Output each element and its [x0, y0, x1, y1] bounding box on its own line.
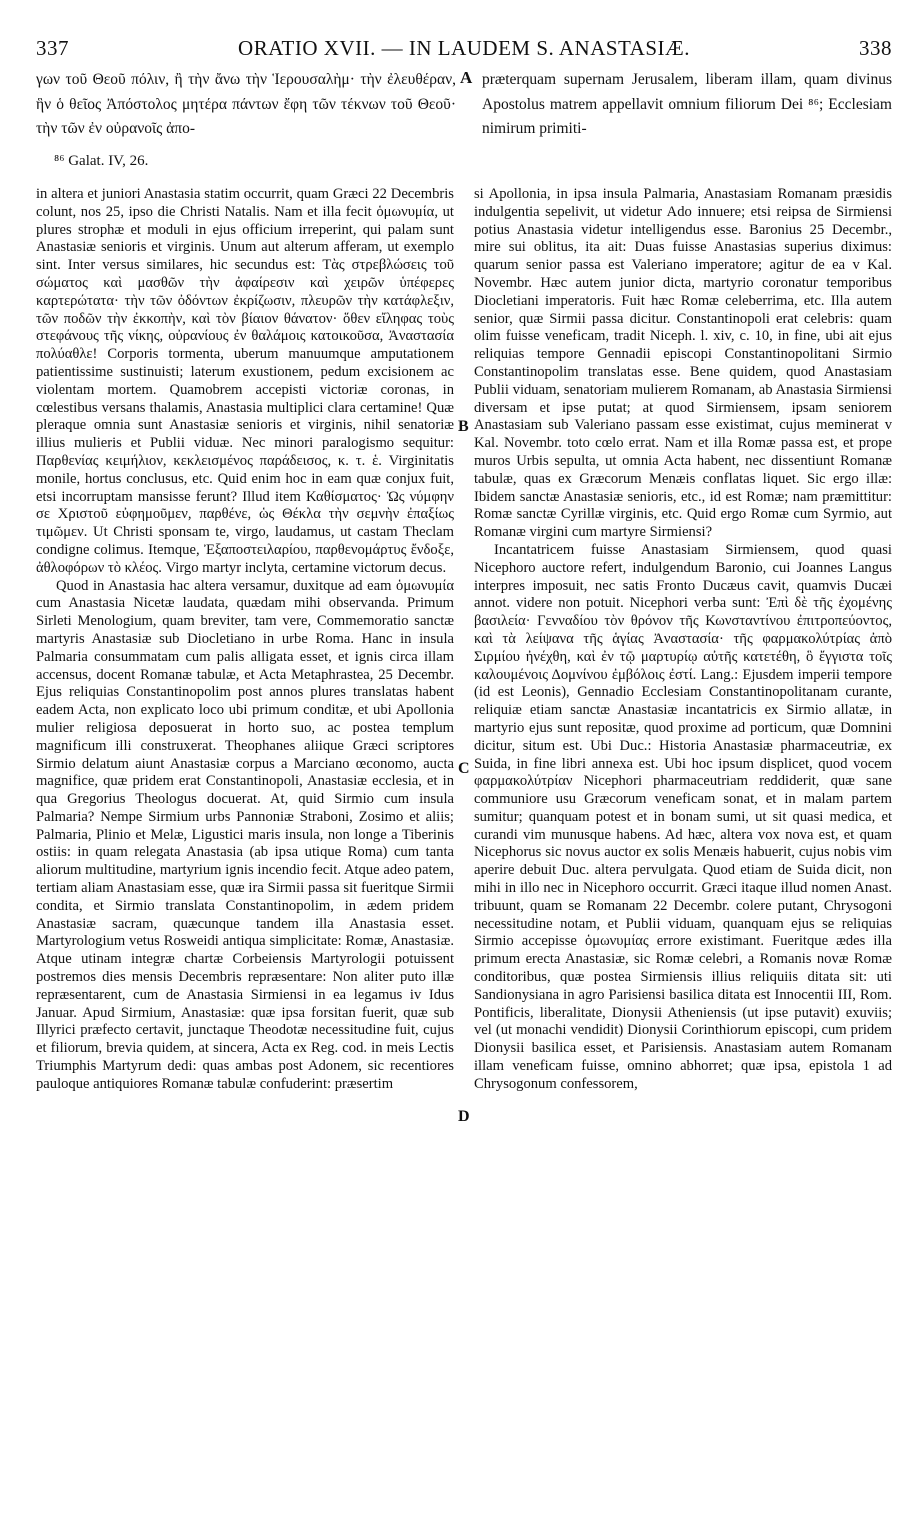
- commentary-left-column: [36, 186, 454, 1508]
- running-title: ORATIO XVII. — IN LAUDEM S. ANASTASIÆ.: [238, 36, 690, 60]
- page-number-left: 337: [36, 36, 69, 60]
- section-marker-b: B: [458, 418, 469, 435]
- section-marker-d: D: [458, 1108, 470, 1125]
- running-header: [36, 36, 892, 64]
- paragraph: Incantatricem fuisse Anastasiam Sirmiensem, quod quasi Nicephoro auctore refert, indulgendum Baronio, cui Joannes Langus interpres imposuit, nec satis Fronto Ducæus cavit, quamvis Ducæi annot. videre non potuit. Nicephori verba sunt: Ἐπὶ δὲ τῆς ἐχομένης βασιλεία· Γενναδίου τὸν θρόνον τῆς Κωνσταντίνου ἐπιτροπεύοντος, καὶ τὰ λείψανα τῆς ἁγίας Ἀναστασία· τῆς φαρμακολύτρίας ἀπὸ Σιρμίου ἠνέχθη, καὶ ἐν τῷ μαρτυρίῳ αὐτῆς κατετέθη, ὃ ἔγγιστα τοῖς καλουμένοις Δομνίνου ἐμβόλοις ἐστί. Lang.: Ejusdem imperii tempore (id est Leonis), Gennadio Ecclesiam Constantinopolitanam curante, reliquiæ etiam sanctæ Anastasiæ incantatricis ex Sirmio allatæ, in martyrio ejus sunt repositæ, quod proxime ad porticum, quæ Domnini dicitur, situm est. Ubi Duc.: Historia Anastasiæ pharmaceutriæ, ex Suida, in fine libri annexa est. Ubi hoc ipsum displicet, quod vocem φαρμακολύτρίαν Nicephori pharmaceutriam reddiderit, quæ sane communiore usu Græcorum veneficam sonat, et in malam partem sumitur; quanquam potest et in bonam sumi, ut sit quasi medica, et curandi vim munusque habens. Ad hæc, altera vox nova est, et quam Nicephorus sic novus auctor ex solis Menæis habuerit, cujus nobis vim aperire debuit Duc. altera pervulgata. Quod etiam de Suida dicit, non mihi in illo nec in Nicephoro occurrit. Græci itaque illud nomen Anast. tribuunt, quam se Romanam 22 Decembr. colere putant, Chrysogoni necessitudine notam, et Publii viduam, quanquam ejus se reliquias Sirmio accepisse ὁμωνυμίας errore existimant. Fueritque ædes illa primum erecta Anastasiæ, sic Romæ celebri, a Romanis novæ Romæ conditoribus, quæ postea Sirmiensis illius reliquiis ditata sit: uti Sandionysiana in agro Parisiensi basilica ditata est Innocentii III, Rom. Pontificis, liberalitate, Dionysii Atheniensis (ut ipse putavit) exuviis; vel (ut monachi vendidit) Dionysii Corinthiorum episcopi, cum pridem Dionysii basilica esset, et Parisiensis. Anastasiam autem Romanam illam veneficam fuisse, omnino abhorret; quæ ipsa, epistola 1 ad Chrysogonum confessorem,: [474, 541, 892, 1092]
- section-marker-c: C: [458, 760, 470, 777]
- paragraph: in altera et juniori Anastasia statim occurrit, quam Græci 22 Decembris colunt, nos 25, ipso die Christi Natalis. Nam et illa fecit ὁμωνυμία, ut plures strophæ et moduli in ejus officium irreperint, qui palam sunt Anastasiæ senioris et virginis. Unum aut alterum afferam, ut exemplo sint. Inter versus similares, hic secundus est: Τὰς στρεβλώσεις τοῦ σώματος καὶ μασθῶν τὴν ἀφαίρεσιν καὶ χειρῶν ὑπέφερες καρτερώτατα· τὴν τῶν ὀδόντων ἐκρίζωσιν, πλευρῶν τὴν κατάφλεξιν, τῶν ποδῶν τὴν ἐκκοπὴν, καὶ τὸν βίαιον θάνατον· ὅθεν εἴληφας τοὺς στεφάνους τῆς νίκης, οὐρανίους ἐν θαλάμοις κατοικοῦσα, Ἀναστασία πολύαθλε! Corporis tormenta, uberum manuumque amputationem patientissime sustinuisti; laterum exustionem, pedum excisionem ac violentam mortem. Quamobrem accepisti victoriæ coronas, in cœlestibus versans thalamis, Anastasia multiplici clara certamine! Quæ pleraque omnia sunt Anastasiæ senioris et virginis, nihil senatoriæ illius mulieris et Publii viduæ. Nec minori paralogismo sequitur: Παρθενίας κειμήλιον, κεκλεισμένος παράδεισος, κ. τ. ἑ. Virginitatis monile, hortus conclusus, etc. Quid enim hoc in eam quæ conjux fuit, etsi incorruptam mansisse ferunt? Illud item Καθίσματος· Ὡς νύμφην σε Χριστοῦ εὐφημοῦμεν, παρθένε, ὡς Θέκλα τὴν σεμνὴν ἐπαξίως τιμῶμεν. Ut Christi sponsam te, virgo, laudamus, ut castam Theclam condigne colimus. Itemque, Ἐξαποστειλαρίου, παρθενομάρτυς ἔνδοξε, ἀθλοφόρων τὸ κλέος. Virgo martyr inclyta, certamine victorum decus.: [36, 186, 454, 576]
- commentary-right-column: [474, 186, 892, 1508]
- page-number-right: 338: [859, 36, 892, 60]
- paragraph: Quod in Anastasia hac altera versamur, duxitque ad eam ὁμωνυμία cum Anastasia Nicetæ laudata, quædam mihi observanda. Primum Sirleti Menologium, quam breviter, tam vere, Commemoratio sanctæ martyris Anastasiæ sub Diocletiano in urbe Roma. Hanc in insula Palmaria consummatam cum palis alligata esset, et ignis circa illam accensus, docent Romanæ tabulæ, et Acta Metaphrastea, 25 Decembr. Ejus reliquias Constantinopolim post annos plures translatas habent eadem Acta, non explicato loco ubi primum conditæ, et ubi Apollonia mulier religiosa deposuerat in horto suo, ac postea templum magnificum illi construxerat. Theophanes aliique Græci scriptores Sirmio delatum aiunt Anastasiæ corpus a Marciano œconomo, aucta magnifice, quæ pridem erat Constantinopoli, Anastasiæ ecclesia, et in qua Gregorius Theologus docuerat. At, quid Sirmio cum insula Palmaria? Nempe Sirmium urbs Pannoniæ Straboni, Zosimo et aliis; Palmaria, Plinio et Melæ, Ligustici maris insula, non longe a Tiberinis ostiis: in quam relegata Anastasia (ab ipsa utique Roma) cum tanta aliorum multitudine, martyrium ignis incendio fecit. Atque adeo patem, tertiam aliam Anastasiam esse, quæ ira Sirmii passa sit fueritque Sirmii condita, et Sirmio translata Constantinopolim, in ædem pridem Anastasiæ sacram, quæcunque tandem illa Anastasia esset. Martyrologium vetus Rosweidi antiqua simplicitate: Romæ, Anastasiæ. Atque utinam integræ chartæ Corbeiensis Martyrologii potuissent postremos dies mensis Decembris repræsentare: Non aliter puto illæ repræsentarent, cum de Anastasia Sirmiensi in ea legamus iv Idus Januar. Apud Sirmium, Anastasiæ: quæ ipsa forsitan fuerit, quæ sub Illyrici præfecto certavit, junctaque Theodotæ necessitudine fuit, cujus et filiorum, brevia quidem, at sincera, Acta ex Reg. cod. in meis Lectis Triumphis Martyrum dedi: quas ambas post Adonem, sic recentiores pauloque antiquiores Romanæ tabulæ confuderint: præsertim: [36, 577, 454, 1092]
- section-marker-a: A: [460, 68, 473, 87]
- latin-text-column: præterquam supernam Jerusalem, liberam illam, quam divinus Apostolus matrem appellavit omnium filiorum Dei ⁸⁶; Ecclesiam nimirum primiti-: [482, 71, 892, 137]
- commentary-body: [36, 186, 892, 1516]
- paragraph: si Apollonia, in ipsa insula Palmaria, Anastasiam Romanam præsidis indulgentia sepelivit, ut videtur Ado innuere; etsi reipsa de Sirmiensi potius Anastasia videtur intelligendus esse. Baronius 25 Decembr., mire sui oblitus, ita ait: Duas fuisse Anastasias superius diximus: quarum senior passa est Valeriano imperatore; agitur de ea v Kal. Novembr. Hæc autem junior dicta, martyrio coronatur temporibus Diocletiani imperatoris. Fuit hæc Romæ celeberrima, etc. Illa autem senior, quæ Sirmii passa dicitur. Constantinopoli erat celebris: quam olim fuisse veneficam, tradit Niceph. l. xiv, c. 10, in fine, ubi ait ejus reliquias tempore Gennadii episcopi Constantinopolitani Sirmio Constantinopolim translatas esse. Bene quidem, quod Anastasiam Publii viduam, senatoriam mulierem Romanam, ab Anastasia Sirmiensi diversam et ipse putat; at quod Sirmiensem, ipsam seniorem Anastasiam sub Valeriano passam esse existimat, cujus meminerat v Kal. Novembr. toto cœlo errat. Nam et illa Romæ passa est, et prope muros Urbis sepulta, ut omnia Acta habent, nec dissentiunt Romanæ tabulæ, quas ex Græcorum Menæis conflatas liquet. Sic ergo illæ: Ibidem sanctæ Anastasiæ senioris, etc., id est Romæ; nam præmittitur: Romæ sanctæ Cyrillæ virginis, etc. Quid ergo Romæ cum Syrmio, aut Romanæ virgini cum martyre Sirmiensi?: [474, 186, 892, 541]
- footnote: ⁸⁶ Galat. IV, 26.: [54, 153, 149, 169]
- parallel-text-block: [36, 68, 892, 148]
- greek-text-column: γων τοῦ Θεοῦ πόλιν, ἢ τὴν ἄνω τὴν Ἱερουσαλὴμ· τὴν ἐλευθέραν, ἣν ὁ θεῖος Ἀπόστολος μητέρα πάντων ἔφη τῶν τέκνων τοῦ Θεοῦ· τὴν τῶν ἐν οὐρανοῖς ἀπο-: [36, 71, 456, 137]
